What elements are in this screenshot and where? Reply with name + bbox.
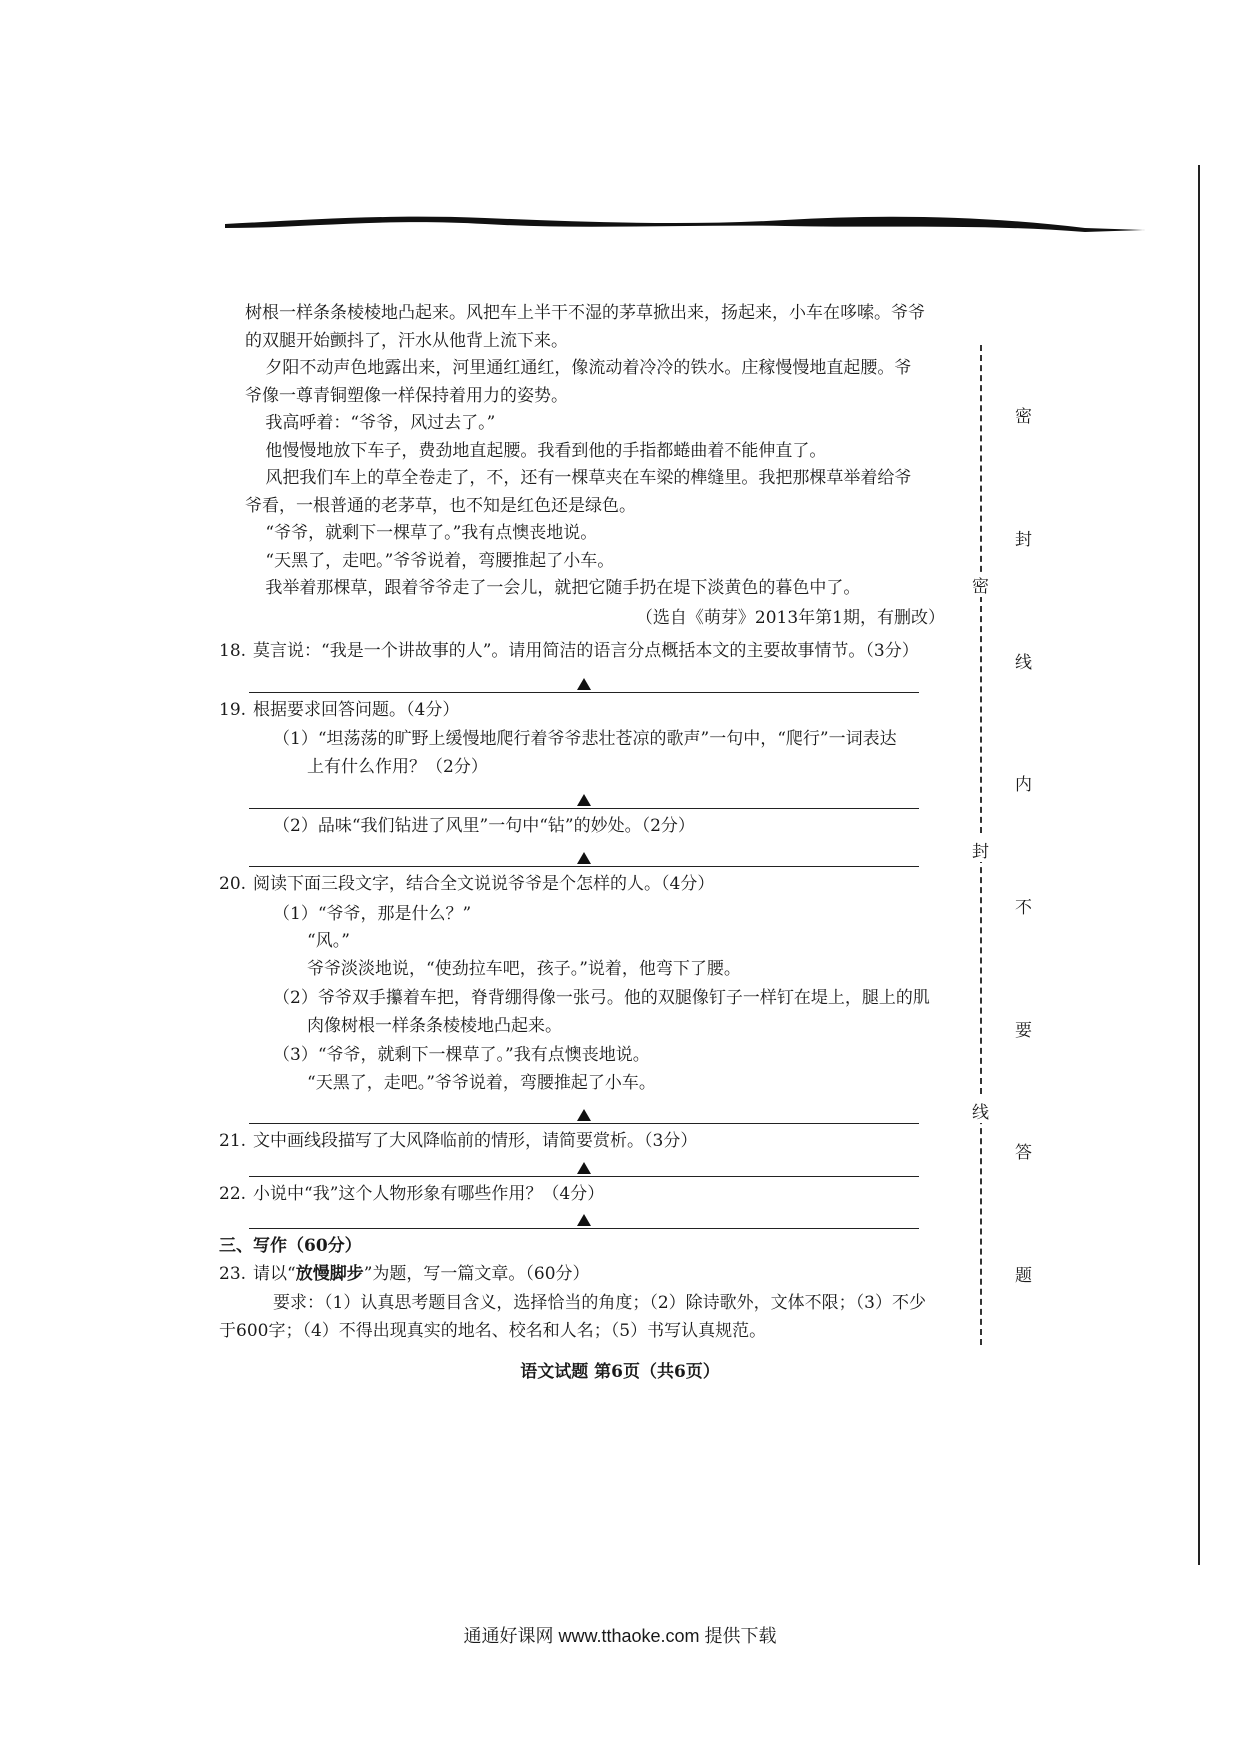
answer-line[interactable]: [249, 1208, 919, 1229]
question-23: [219, 1261, 945, 1289]
seal-line-label: 封: [972, 837, 989, 862]
seal-notice-char: 要: [1015, 1021, 1032, 1041]
seal-notice-char: 题: [1015, 1266, 1032, 1286]
answer-mark-icon: [577, 852, 591, 864]
question-text: 根据要求回答问题。（4分）: [253, 699, 460, 720]
story-line: 爷像一尊青铜塑像一样保持着用力的姿势。: [245, 385, 568, 406]
header-brush-stroke: [225, 210, 1145, 244]
question-18: [219, 638, 945, 666]
seal-notice-char: 不: [1015, 898, 1032, 918]
sub-question: （1）“坦荡荡的旷野上缓慢地爬行着爷爷悲壮苍凉的歌声”一句中，“爬行”一词表达: [273, 729, 897, 750]
answer-mark-icon: [577, 1214, 591, 1226]
excerpt-line: （2）爷爷双手攥着车把，脊背绷得像一张弓。他的双腿像钉子一样钉在堤上，腿上的肌: [273, 988, 930, 1009]
excerpt-line: 肉像树根一样条条棱棱地凸起来。: [307, 1015, 562, 1036]
story-line: 的双腿开始颤抖了，汗水从他背上流下来。: [245, 330, 568, 351]
question-text: 阅读下面三段文字，结合全文说说爷爷是个怎样的人。（4分）: [253, 874, 715, 895]
question-text: 请以“: [253, 1263, 296, 1284]
question-number: 20.: [219, 874, 247, 895]
story-source: （选自《萌芽》2013年第1期，有删改）: [635, 607, 945, 628]
story-line: 树根一样条条棱棱地凸起来。风把车上半干不湿的茅草掀出来，扬起来，小车在哆嗦。爷爷: [245, 303, 925, 323]
excerpt-line: “风。”: [307, 931, 350, 952]
essay-requirements: 要求：（1）认真思考题目含义，选择恰当的角度；（2）除诗歌外，文体不限；（3）不少: [273, 1293, 926, 1314]
answer-line[interactable]: [249, 782, 919, 809]
seal-line-label: 密: [972, 572, 989, 597]
seal-line-label: 线: [972, 1098, 989, 1123]
seal-notice-char: 封: [1015, 530, 1032, 550]
question-text: 莫言说：“我是一个讲故事的人”。请用简洁的语言分点概括本文的主要故事情节。（3分）: [253, 641, 919, 662]
seal-notice-char: 内: [1015, 775, 1032, 795]
sub-question: 上有什么作用？（2分）: [307, 756, 488, 777]
story-line: “爷爷，就剩下一棵草了。”我有点懊丧地说。: [265, 523, 598, 544]
question-number: 18.: [219, 641, 247, 662]
answer-mark-icon: [577, 794, 591, 806]
question-number: 23.: [219, 1263, 247, 1284]
download-watermark: 通通好课网 www.tthaoke.com 提供下载: [463, 1626, 777, 1646]
excerpt-line: “天黑了，走吧。”爷爷说着，弯腰推起了小车。: [307, 1072, 656, 1093]
answer-line[interactable]: [249, 840, 919, 867]
answer-mark-icon: [577, 678, 591, 690]
section-heading: 三、写作（60分）: [219, 1236, 362, 1257]
answer-line[interactable]: [249, 1156, 919, 1177]
scan-edge-line: [1198, 165, 1200, 1565]
question-21: [219, 1128, 945, 1156]
question-text: 文中画线段描写了大风降临前的情形，请简要赏析。（3分）: [253, 1131, 698, 1152]
essay-requirements: 于600字；（4）不得出现真实的地名、校名和人名；（5）书写认真规范。: [219, 1320, 767, 1341]
exam-content: [219, 300, 945, 1345]
story-line: 风把我们车上的草全卷走了，不，还有一棵草夹在车梁的榫缝里。我把那棵草举着给爷: [265, 468, 912, 489]
page-footer: 语文试题 第6页（共6页）: [520, 1362, 720, 1382]
excerpt-line: （1）“爷爷，那是什么？”: [273, 903, 472, 924]
question-number: 19.: [219, 699, 247, 720]
story-line: 夕阳不动声色地露出来，河里通红通红，像流动着冷冷的铁水。庄稼慢慢地直起腰。爷: [265, 358, 912, 379]
question-20: [219, 871, 945, 899]
question-22: [219, 1181, 945, 1209]
question-19: [219, 697, 945, 725]
story-line: 我高呼着：“爷爷，风过去了。”: [265, 413, 496, 434]
seal-notice-char: 密: [1015, 407, 1032, 427]
question-text: ”为题，写一篇文章。（60分）: [363, 1263, 590, 1284]
story-line: 他慢慢地放下车子，费劲地直起腰。我看到他的手指都蜷曲着不能伸直了。: [265, 440, 827, 461]
story-line: “天黑了，走吧。”爷爷说着，弯腰推起了小车。: [265, 550, 615, 571]
essay-title: 放慢脚步: [295, 1263, 364, 1284]
seal-notice-char: 线: [1015, 653, 1032, 673]
answer-mark-icon: [577, 1162, 591, 1174]
story-line: 我举着那棵草，跟着爷爷走了一会儿，就把它随手扔在堤下淡黄色的暮色中了。: [265, 578, 861, 599]
question-text: 小说中“我”这个人物形象有哪些作用？（4分）: [253, 1183, 605, 1204]
answer-line[interactable]: [249, 666, 919, 693]
seal-notice-char: 答: [1015, 1143, 1032, 1163]
answer-line[interactable]: [249, 1097, 919, 1124]
answer-mark-icon: [577, 1109, 591, 1121]
excerpt-line: 爷爷淡淡地说，“使劲拉车吧，孩子。”说着，他弯下了腰。: [307, 958, 741, 979]
question-number: 21.: [219, 1131, 247, 1152]
question-number: 22.: [219, 1183, 247, 1204]
excerpt-line: （3）“爷爷，就剩下一棵草了。”我有点懊丧地说。: [273, 1045, 650, 1066]
story-line: 爷看，一根普通的老茅草，也不知是红色还是绿色。: [245, 495, 636, 516]
sub-question: （2）品味“我们钻进了风里”一句中“钻”的妙处。（2分）: [273, 815, 695, 836]
